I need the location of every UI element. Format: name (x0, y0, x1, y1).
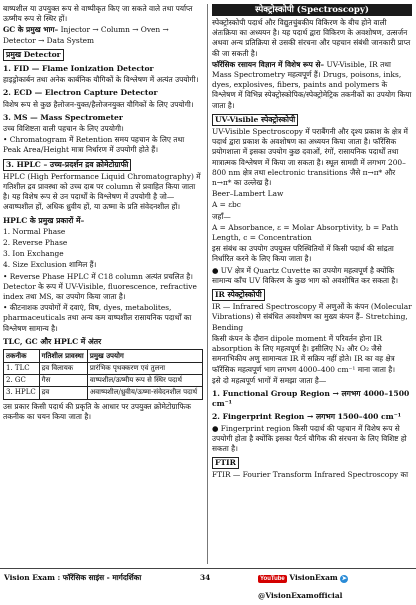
table-cell: गैस (39, 374, 87, 386)
hplc-types-heading: HPLC के प्रमुख प्रकारों में– (3, 215, 85, 225)
ecd-title: 2. ECD — Electron Capture Detector (3, 88, 158, 98)
ir-parts: इसे दो महत्वपूर्ण भागों में समझा जाता है— (212, 375, 327, 385)
table-cell: द्रव विलायक (39, 362, 87, 374)
table-header-cell: प्रमुख उपयोग (87, 350, 202, 362)
ecd-text: विशेष रूप से कुछ हैलोजन-युक्त/हैलोजनयुक्त यौगिकों के लिए उपयोगी। (3, 99, 194, 109)
beer-variables: A = Absorbance, ε = Molar Absorptivity, b = Path Length, c = Concentration (212, 222, 399, 243)
ms-text-2: • Chromatogram में Retention समय पहचान के लिए तथा Peak Area/Height मात्रा निर्धारण में उपयोगी होते हैं। (3, 135, 185, 155)
table-cell: वाष्पशील/ऊष्मीय रूप से स्थिर पदार्थ (87, 374, 202, 386)
ir-text: IR — Infrared Spectroscopy में अणुओं के कंपन (Molecular Vibrations) से संबंधित अवशोषण का मुख्य कंपन हैं– Stretching, Bending (212, 302, 412, 332)
fid-text: हाइड्रोकार्बन तथा अनेक कार्बनिक यौगिकों के विश्लेषण में अत्यंत उपयोगी। (3, 75, 199, 85)
hplc-text: HPLC (High Performance Liquid Chromatography) में गतिशील द्रव प्रावस्था को उच्च दाब पर column से प्रवाहित किया जाता है। यह विशेष रूप से उन पदार्थों के विश्लेषण में उपयोगी है जो— अवाष्पशील हों, अधिक ध्रुवीय हों, या ऊष्मा के प्रति संवेदनशील हों। (3, 171, 201, 212)
fingerprint-region: 2. Fingerprint Region → लगभग 1500–400 cm⁻¹ (212, 412, 402, 422)
youtube-icon: YouTube (260, 576, 285, 582)
list-item: 2. Reverse Phase (3, 238, 68, 248)
table-header-cell: गतिशील प्रावस्था (39, 350, 87, 362)
table-cell: प्रारंभिक पृथक्करण एवं तुलना (87, 362, 202, 374)
hplc-heading: 3. HPLC – उच्च-प्रदर्शन द्रव क्रोमेटोग्राफी (3, 159, 131, 171)
beer-where: जहाँ— (212, 211, 231, 221)
uv-heading: UV-Visible स्पेक्ट्रोस्कोपी (212, 114, 298, 126)
functional-group-region: 1. Functional Group Region → लगभग 4000–1500 cm⁻¹ (212, 388, 410, 409)
beer-text: इस संबंध का उपयोग उपयुक्त परिस्थितियों में किसी पदार्थ की सांद्रता निर्धारित करने के लिए किया जाता है। (212, 244, 394, 264)
left-column (3, 4, 203, 423)
hplc-types-list (3, 227, 203, 271)
forensic-paragraph (212, 60, 412, 111)
spectroscopy-intro: स्पेक्ट्रोस्कोपी पदार्थ और विद्युतचुंबकीय विकिरण के बीच होने वाली अंतःक्रिया का अध्ययन है। यह पदार्थ द्वारा विकिरण के अवशोषण, उत्सर्जन अथवा अन्य प्रतिक्रिया से उसकी संरचना और पहचान संबंधी जानकारी प्राप्त की जा सकती है। (212, 18, 411, 58)
table-header-row (4, 350, 203, 362)
list-item: 3. Ion Exchange (3, 249, 64, 259)
gc-parts (3, 25, 203, 45)
beer-equation: A = εbc (212, 200, 241, 210)
table-row (4, 362, 203, 374)
ms-title: 3. MS — Mass Spectrometer (3, 112, 123, 122)
column-divider (207, 4, 208, 564)
table-cell: 1. TLC (4, 362, 40, 374)
page-number: 34 (200, 573, 211, 582)
page-footer (0, 568, 416, 600)
gc-parts-text: Injector → Column → Oven → Detector → Data System (3, 25, 169, 45)
telegram-handle: @VisionExamofficial (258, 591, 343, 600)
uv-text: UV-Visible Spectroscopy में पराबैंगनी और दृश्य प्रकाश के क्षेत्र में पदार्थ द्वारा प्रकाश के अवशोषण का अध्ययन किया जाता है। फॉरेंसिक प्रयोगशाला में इसका उपयोग कुछ दवाओं, रंगों, रासायनिक पदार्थों तथा मात्रात्मक विश्लेषण में किया जा सकता है। स्थूल सामग्री में लगभग 200–800 nm क्षेत्र तथा electronic transitions जैसे π→π* और n→π* का उल्लेख है। (212, 127, 408, 188)
ftir-heading: FTIR (212, 457, 239, 469)
table-header-cell: तकनीक (4, 350, 40, 362)
ftir-text: FTIR — Fourier Transform Infrared Spectroscopy का (212, 470, 409, 480)
table-heading: TLC, GC और HPLC में अंतर (3, 336, 102, 346)
footer-social (258, 569, 416, 605)
pesticide-text: • कीटनाशक उपयोगों में दवाएं, विष, dyes, metabolites, pharmaceuticals तथा अन्य कम वाष्पशील रासायनिक पदार्थों का विश्लेषण सामान्य है। (3, 303, 192, 333)
table-cell: 2. GC (4, 374, 40, 386)
list-item: 4. Size Exclusion शामिल हैं। (3, 260, 97, 270)
table-row (4, 387, 203, 399)
comparison-table (3, 349, 203, 400)
reverse-phase-text: • Reverse Phase HPLC में C18 column अत्यंत प्रचलित है। Detector के रूप में UV-Visible, fluorescence, refractive index तथा MS, का उपयोग किया जाता है। (3, 271, 197, 302)
fid-title: 1. FID — Flame Ionization Detector (3, 64, 154, 74)
table-cell: द्रव (39, 387, 87, 399)
section-title: स्पेक्ट्रोस्कोपी (Spectroscopy) (212, 4, 412, 16)
ir-text-2: किसी कंपन के दौरान dipole moment में परिवर्तन होना IR absorption के लिए महत्वपूर्ण है। इसीलिए N₂ और O₂ जैसे समनाभिकीय अणु सामान्यतः IR में सक्रिय नहीं होते। IR का वह क्षेत्र फॉरेंसिक महत्वपूर्ण भाग लगभग 4000–400 cm⁻¹ माना जाता है। (212, 333, 395, 374)
table-cell: अवाष्पशील/ध्रुवीय/ऊष्मा-संवेदनशील पदार्थ (87, 387, 202, 399)
closing-text: उस प्रकार किसी पदार्थ की प्रकृति के आधार पर उपयुक्त क्रोमेटोग्राफिक तकनीक का चयन किया जाता है। (3, 401, 191, 421)
fingerprint-text: ● Fingerprint region किसी पदार्थ की पहचान में विशेष रूप से उपयोगी होता है क्योंकि इसका पैटर्न यौगिक की संरचना के लिए विशिष्ट हो सकता है। (212, 423, 407, 453)
ir-heading: IR स्पेक्ट्रोस्कोपी (212, 289, 265, 301)
right-column (212, 4, 412, 482)
intro-paragraph: बाष्पशील या उपयुक्त रूप से वाष्पीकृत किए जा सकते वाले तथा पर्याप्त ऊष्मीय रूप से स्थिर हों। (3, 4, 193, 24)
table-cell: 3. HPLC (4, 387, 40, 399)
forensic-label: फॉरेंसिक रसायन विज्ञान में विशेष रूप से– (212, 59, 325, 69)
telegram-icon: ➤ (341, 576, 347, 582)
gc-parts-label: GC के प्रमुख भाग– (3, 25, 59, 35)
footer-title: Vision Exam : फॉरेंसिक साइंस - मार्गदर्शिका (4, 573, 142, 582)
quartz-text: ● UV क्षेत्र में Quartz Cuvette का उपयोग महत्वपूर्ण है क्योंकि सामान्य काँच UV विकिरण के कुछ भाग को अवशोषित कर सकता है। (212, 265, 399, 285)
table-row (4, 374, 203, 386)
beer-label: Beer–Lambert Law (212, 189, 284, 199)
forensic-text: UV-Visible, IR तथा Mass Spectrometry महत्वपूर्ण हैं। Drugs, poisons, inks, dyes, explosives, fibers, paints and polymers के विश्लेषण में विभिन्न स्पेक्ट्रोस्कोपिक/स्पेक्ट्रोमेट्रिक तकनीकों का उपयोग किया जाता है। (212, 59, 412, 110)
ms-text-1: उच्च विशिष्टता वाली पहचान के लिए उपयोगी। (3, 124, 124, 134)
detectors-heading: प्रमुख Detector (3, 49, 64, 61)
list-item: 1. Normal Phase (3, 226, 66, 236)
youtube-handle: VisionExam (289, 573, 338, 582)
